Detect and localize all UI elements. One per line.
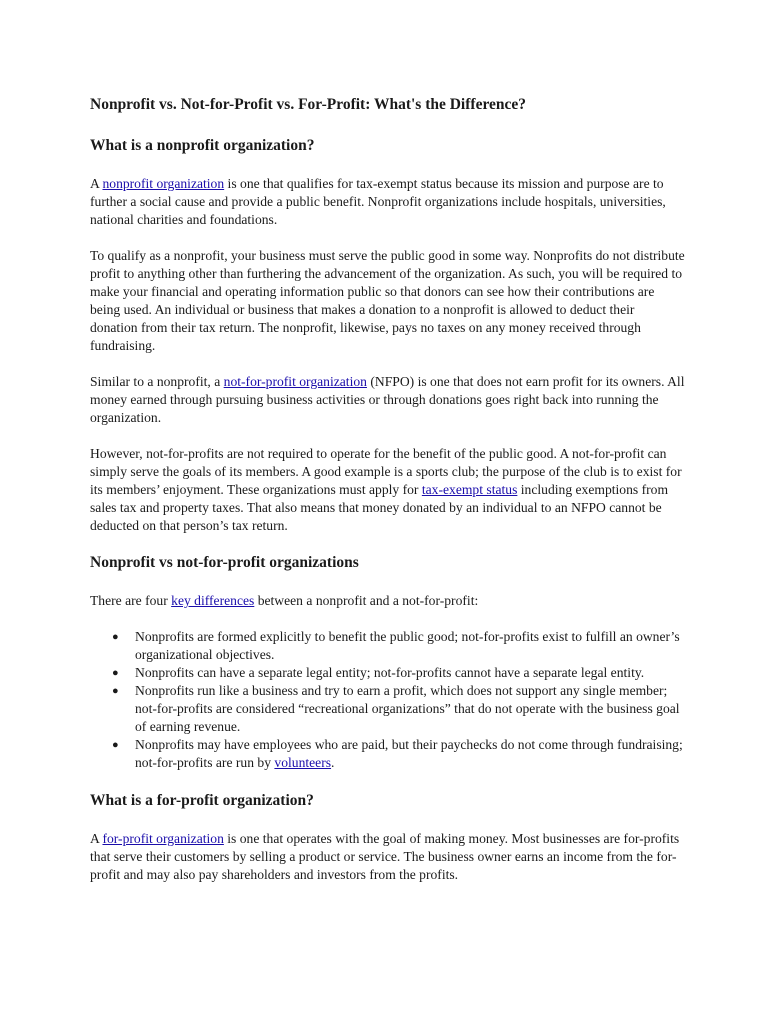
text: . bbox=[331, 755, 335, 770]
list-item-text: Nonprofits may have employees who are paid, but their paychecks do not come through fundraising; not-for-profits are run by bbox=[135, 737, 683, 770]
paragraph-nfpo-definition bbox=[90, 373, 685, 427]
bullet-icon: ● bbox=[112, 667, 119, 679]
differences-list bbox=[90, 628, 685, 772]
text: (NFPO) is one that does not earn profit for its owners. All money earned through pursuing business activities or through donations goes right back into running the organization. bbox=[90, 374, 685, 425]
text: Similar to a nonprofit, a bbox=[90, 374, 224, 389]
text: A bbox=[90, 176, 103, 191]
link-key-differences[interactable]: key differences bbox=[171, 593, 255, 608]
list-item bbox=[112, 736, 685, 772]
paragraph-key-differences-intro bbox=[90, 592, 685, 610]
list-item bbox=[112, 682, 685, 736]
section-heading-for-profit: What is a for-profit organization? bbox=[90, 792, 314, 809]
link-not-for-profit-organization[interactable]: not-for-profit organization bbox=[223, 374, 367, 389]
bullet-icon: ● bbox=[112, 685, 119, 697]
list-item bbox=[112, 628, 685, 664]
paragraph-nonprofit-definition bbox=[90, 175, 685, 229]
link-tax-exempt-status[interactable]: tax-exempt status bbox=[421, 482, 518, 497]
text: between a nonprofit and a not-for-profit: bbox=[254, 593, 479, 608]
section-heading-nonprofit: What is a nonprofit organization? bbox=[90, 137, 315, 154]
paragraph-for-profit-definition bbox=[90, 830, 685, 884]
list-item-text: Nonprofits are formed explicitly to benefit the public good; not-for-profits exist to fulfill an owner’s organizational objectives. bbox=[135, 629, 680, 662]
text: is one that qualifies for tax-exempt status because its mission and purpose are to further a social cause and provide a public benefit. Nonprofit organizations include hospitals, universities, national charities and foundations. bbox=[90, 176, 666, 227]
text: However, not-for-profits are not required to operate for the benefit of the public good. A not-for-profit can simply serve the goals of its members. A good example is a sports club; the purpose of the club is to exist for its members’ enjoyment. These organizations must apply for bbox=[90, 446, 682, 497]
text: is one that operates with the goal of making money. Most businesses are for-profits that serve their customers by selling a product or service. The business owner earns an income from the for-profit and may also pay shareholders and investors from the profits. bbox=[90, 831, 680, 882]
list-item-text: Nonprofits can have a separate legal entity; not-for-profits cannot have a separate legal entity. bbox=[135, 665, 645, 680]
document-page bbox=[90, 95, 685, 902]
list-item-text: Nonprofits run like a business and try to earn a profit, which does not support any single member; not-for-profits are considered “recreational organizations” that do not operate with the business goal of earning revenue. bbox=[135, 683, 680, 734]
document-title: Nonprofit vs. Not-for-Profit vs. For-Profit: What's the Difference? bbox=[90, 96, 527, 113]
bullet-icon: ● bbox=[112, 631, 119, 643]
section-heading-nonprofit-vs-nfpo: Nonprofit vs not-for-profit organizations bbox=[90, 554, 359, 571]
paragraph-qualify-nonprofit: To qualify as a nonprofit, your business must serve the public good in some way. Nonprofits do not distribute profit to anything other than furthering the advancement of the organization. As such, you will be required to make your financial and operating information public so that donors can see how their contributions are being used. An individual or business that makes a donation to a nonprofit is allowed to deduct their donation from their tax return. The nonprofit, likewise, pays no taxes on any money received through fundraising. bbox=[90, 248, 685, 353]
text: There are four bbox=[90, 593, 172, 608]
link-volunteers[interactable]: volunteers bbox=[274, 755, 332, 770]
link-nonprofit-organization[interactable]: nonprofit organization bbox=[102, 176, 225, 191]
paragraph-nfpo-public-good bbox=[90, 445, 685, 535]
link-for-profit-organization[interactable]: for-profit organization bbox=[102, 831, 224, 846]
text: A bbox=[90, 831, 103, 846]
list-item bbox=[112, 664, 685, 682]
bullet-icon: ● bbox=[112, 739, 119, 751]
text: including exemptions from sales tax and property taxes. That also means that money donated by an individual to an NFPO cannot be deducted on that person’s tax return. bbox=[90, 482, 669, 533]
